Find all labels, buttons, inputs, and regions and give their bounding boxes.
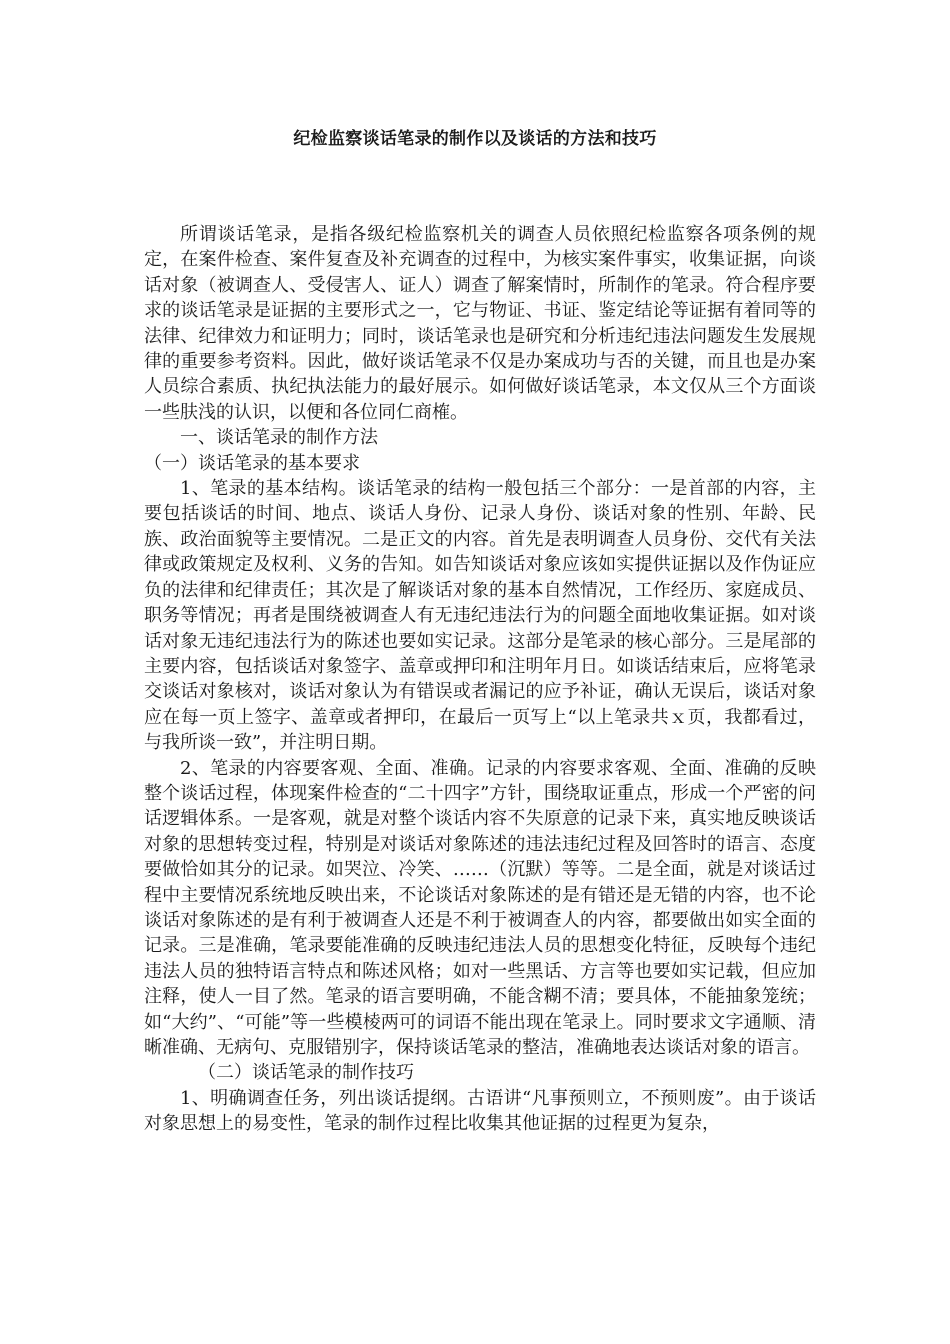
paragraph-intro: 所谓谈话笔录，是指各级纪检监察机关的调查人员依照纪检监察各项条例的规定，在案件检查、案件复查及补充调查的过程中，为核实案件事实，收集证据，向谈话对象（被调查人、受侵害人、证人）调查了解案情时，所制作的笔录。符合程序要求的谈话笔录是证据的主要形式之一，它与物证、书证、鉴定结论等证据有着同等的法律、纪律效力和证明力；同时，谈话笔录也是研究和分析违纪违法问题发生发展规律的重要参考资料。因此，做好谈话笔录不仅是办案成功与否的关键，而且也是办案人员综合素质、执纪执法能力的最好展示。如何做好谈话笔录，本文仅从三个方面谈一些肤浅的认识，以便和各位同仁商榷。 bbox=[144, 224, 816, 423]
subsection-heading-2: （二）谈话笔录的制作技巧 bbox=[198, 1062, 414, 1084]
subsection-heading-1: （一）谈话笔录的基本要求 bbox=[144, 452, 360, 474]
paragraph-techniques: 1、明确调查任务，列出谈话提纲。古语讲“凡事预则立，不预则废”。由于谈话对象思想上的易变性，笔录的制作过程比收集其他证据的过程更为复杂， bbox=[144, 1087, 816, 1135]
document-title: 纪检监察谈话笔录的制作以及谈话的方法和技巧 bbox=[293, 129, 657, 149]
document-body bbox=[144, 222, 816, 1137]
paragraph-content-requirements: 2、笔录的内容要客观、全面、准确。记录的内容要求客观、全面、准确的反映整个谈话过程，体现案件检查的“二十四字”方针，围绕取证重点，形成一个严密的问话逻辑体系。一是客观，就是对整个谈话内容不失原意的记录下来，真实地反映谈话对象的思想转变过程，特别是对谈话对象陈述的违法违纪过程及回答时的语言、态度要做恰如其分的记录。如哭泣、冷笑、……（沉默）等等。二是全面，就是对谈话过程中主要情况系统地反映出来，不论谈话对象陈述的是有错还是无错的内容，也不论谈话对象陈述的是有利于被调查人还是不利于被调查人的内容，都要做出如实全面的记录。三是准确，笔录要能准确的反映违纪违法人员的思想变化特征，反映每个违纪违法人员的独特语言特点和陈述风格；如对一些黑话、方言等也要如实记载，但应加注释，使人一目了然。笔录的语言要明确，不能含糊不清；要具体，不能抽象笼统；如“大约”、“可能”等一些模棱两可的词语不能出现在笔录上。同时要求文字通顺、清晰准确、无病句、克服错别字，保持谈话笔录的整洁，准确地表达谈话对象的语言。 bbox=[144, 757, 816, 1058]
paragraph-structure: 1、笔录的基本结构。谈话笔录的结构一般包括三个部分：一是首部的内容，主要包括谈话的时间、地点、谈话人身份、记录人身份、谈话对象的性别、年龄、民族、政治面貌等主要情况。二是正文的内容。首先是表明调查人员身份、交代有关法律或政策规定及权利、义务的告知。如告知谈话对象应该如实提供证据以及作伪证应负的法律和纪律责任；其次是了解谈话对象的基本自然情况，工作经历、家庭成员、职务等情况；再者是围绕被调查人有无违纪违法行为的问题全面地收集证据。如对谈话对象无违纪违法行为的陈述也要如实记录。这部分是笔录的核心部分。三是尾部的主要内容，包括谈话对象签字、盖章或押印和注明年月日。如谈话结束后，应将笔录交谈话对象核对，谈话对象认为有错误或者漏记的应予补证，确认无误后，谈话对象应在每一页上签字、盖章或者押印，在最后一页写上“以上笔录共ｘ页，我都看过，与我所谈一致”，并注明日期。 bbox=[144, 478, 816, 754]
section-heading-1: 一、谈话笔录的制作方法 bbox=[180, 427, 378, 449]
